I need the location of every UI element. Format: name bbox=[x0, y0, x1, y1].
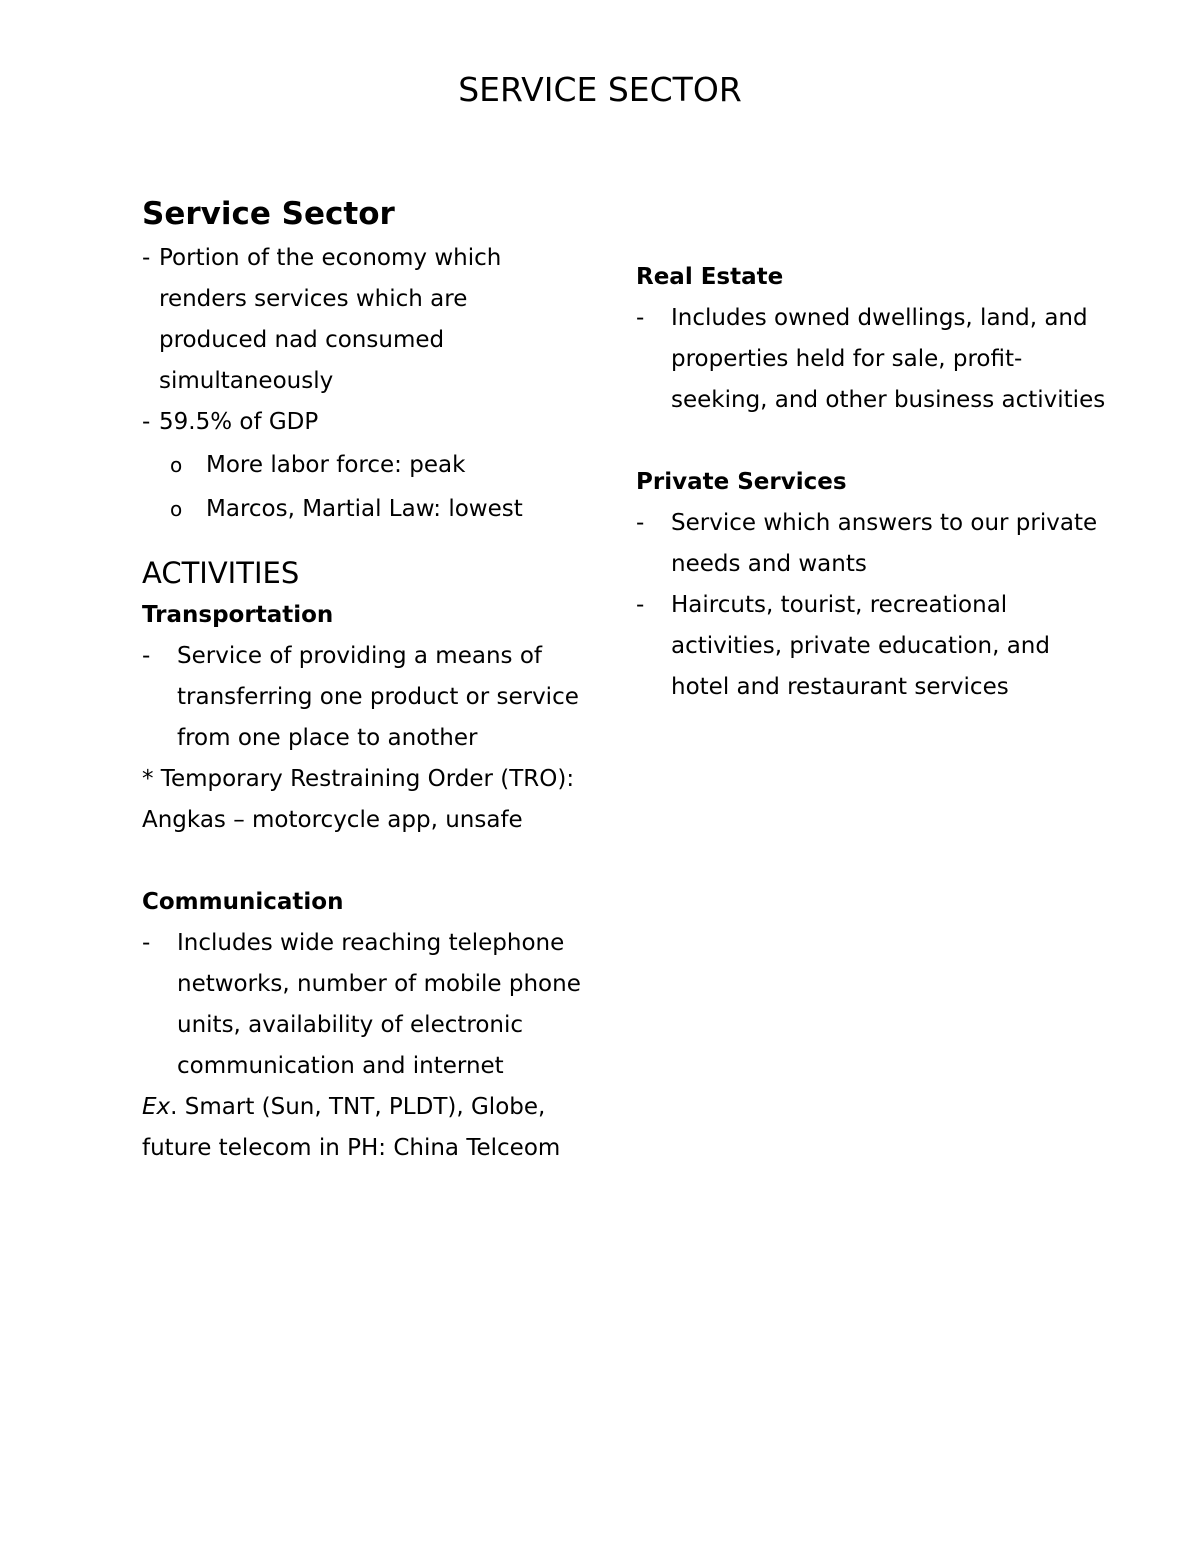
example-label: Ex bbox=[142, 1094, 171, 1120]
activities-heading: ACTIVITIES bbox=[142, 556, 300, 590]
real-estate-text: Includes owned dwellings, land, and properties held for sale, profit-seeking, and other business activities bbox=[671, 305, 1106, 413]
sub-item bbox=[142, 443, 582, 487]
communication-text: Includes wide reaching telephone networks, number of mobile phone units, availability of electronic communication and internet bbox=[177, 930, 581, 1079]
communication-example bbox=[142, 1087, 582, 1169]
dash-marker: - bbox=[142, 930, 151, 956]
transportation-heading: Transportation bbox=[142, 602, 334, 628]
private-services-text: Service which answers to our private needs and wants bbox=[671, 510, 1098, 577]
gdp-text: 59.5% of GDP bbox=[159, 409, 319, 435]
right-column bbox=[636, 257, 1106, 708]
dash-marker: - bbox=[636, 510, 645, 536]
private-services-text: Haircuts, tourist, recreational activities, private education, and hotel and restaurant services bbox=[671, 592, 1050, 700]
private-services-item bbox=[636, 585, 1106, 708]
definition-text: Portion of the economy which renders services which are produced nad consumed simultaneously bbox=[159, 245, 502, 394]
example-text: . Smart (Sun, TNT, PLDT), Globe, future telecom in PH: China Telceom bbox=[142, 1094, 561, 1161]
dash-marker: - bbox=[636, 592, 645, 618]
private-services-item bbox=[636, 503, 1106, 585]
service-sector-heading: Service Sector bbox=[142, 196, 395, 232]
definition-item bbox=[142, 238, 582, 402]
left-column bbox=[142, 192, 582, 1169]
sub-item-text: Marcos, Martial Law: lowest bbox=[206, 496, 523, 522]
private-services-heading: Private Services bbox=[636, 469, 847, 495]
document-title: SERVICE SECTOR bbox=[458, 70, 742, 109]
sub-item bbox=[142, 487, 582, 531]
transportation-note: * Temporary Restraining Order (TRO): Angkas – motorcycle app, unsafe bbox=[142, 766, 575, 833]
communication-item bbox=[142, 923, 582, 1087]
circle-bullet-icon: o bbox=[170, 453, 183, 477]
dash-marker: - bbox=[636, 305, 645, 331]
transportation-item bbox=[142, 636, 582, 759]
dash-marker: - bbox=[142, 245, 151, 271]
communication-heading: Communication bbox=[142, 889, 344, 915]
dash-marker: - bbox=[142, 643, 151, 669]
gdp-item bbox=[142, 402, 582, 443]
circle-bullet-icon: o bbox=[170, 497, 183, 521]
real-estate-item bbox=[636, 298, 1106, 421]
real-estate-heading: Real Estate bbox=[636, 264, 784, 290]
sub-item-text: More labor force: peak bbox=[206, 452, 466, 478]
dash-marker: - bbox=[142, 409, 151, 435]
transportation-text: Service of providing a means of transferring one product or service from one place to another bbox=[177, 643, 579, 751]
